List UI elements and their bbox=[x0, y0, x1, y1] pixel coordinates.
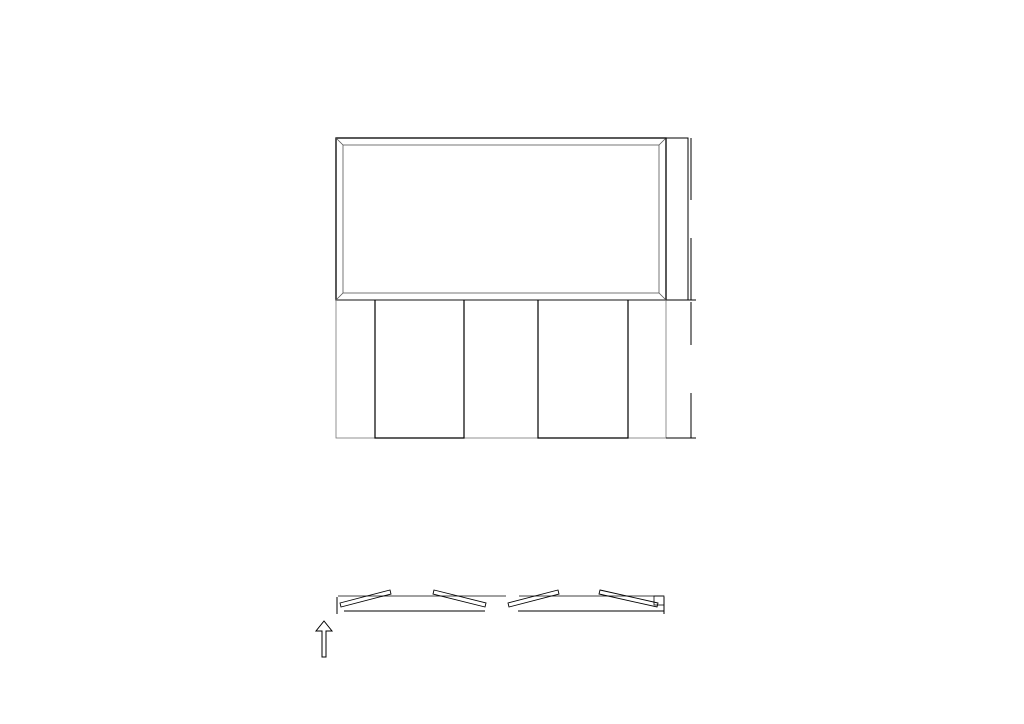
plan-sash-2 bbox=[433, 590, 486, 607]
plan-view bbox=[337, 590, 664, 614]
view-arrow-icon bbox=[316, 621, 332, 657]
plan-sash-1 bbox=[340, 590, 391, 607]
panel-legs bbox=[375, 300, 628, 438]
plan-sash-3 bbox=[508, 590, 559, 607]
window-elevation bbox=[336, 138, 666, 300]
plan-sash-4 bbox=[599, 590, 658, 607]
brick-wall bbox=[336, 300, 666, 438]
wall-height-dimension bbox=[666, 302, 696, 438]
side-frame bbox=[666, 138, 688, 300]
